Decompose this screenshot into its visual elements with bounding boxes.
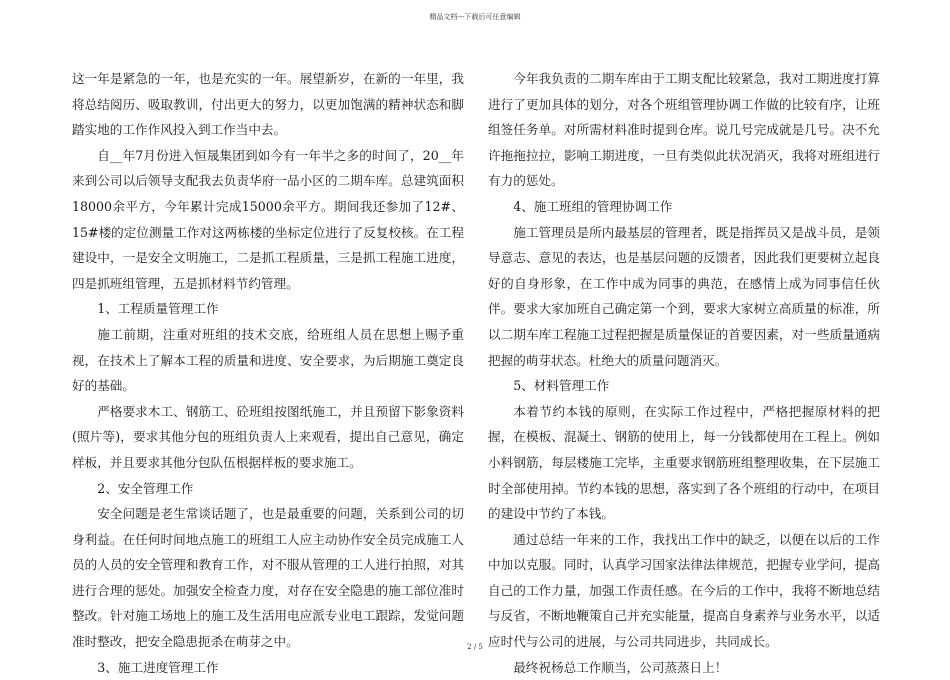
right-column-paragraph: 施工管理员是所内最基层的管理者，既是指挥员又是战斗员，是领导意志、意见的表达，也是基层问题的反馈者，因此我们更要树立起良好的自身形象，在工作中成为同事的典范，在感情上成为同事信任伙伴。要求大家加班自己确定第一个到，要求大家树立高质量的标准，所以二期车库工程施工过程把握是质量保证的首要因素，对一些质量通病把握的萌芽状态。杜绝大的质量问题消灭。	[488, 224, 880, 368]
page-number: 2 / 5	[467, 643, 483, 651]
left-column	[72, 66, 464, 680]
page-header: 精品文档---下载后可任意编辑	[429, 13, 521, 21]
left-column-paragraph: 1、工程质量管理工作	[97, 301, 219, 317]
right-column	[488, 66, 880, 680]
right-column-paragraph: 最终祝杨总工作顺当，公司蒸蒸日上！	[513, 659, 728, 675]
right-column-paragraph: 通过总结一年来的工作，我找出工作中的缺乏，以便在以后的工作中加以克服。同时，认真学习国家法律法律规范，把握专业学问，提高自己的工作力量，加强工作责任感。在今后的工作中，我将不断地总结与反省，不断地鞭策自己并充实能量，提高自身素养与业务水平，以适应时代与公司的进展，与公司共同进步，共同成长。	[488, 531, 880, 650]
left-column-paragraph: 3、施工进度管理工作	[97, 659, 219, 675]
left-column-paragraph: 施工前期，注重对班组的技术交底，给班组人员在思想上赐予重视，在技术上了解本工程的质量和进度、安全要求，为后期施工奠定良好的基础。	[72, 326, 464, 394]
left-column-paragraph: 严格要求木工、钢筋工、砼班组按图纸施工，并且预留下影象资料(照片等)，要求其他分包的班组负责人上来观看，提出自己意见，确定样板，并且要求其他分包队伍根据样板的要求施工。	[72, 403, 464, 470]
left-column-paragraph: 安全问题是老生常谈话题了，也是最重要的问题，关系到公司的切身利益。在任何时间地点施工的班组工人应主动协作安全员完成施工人员的人员的安全管理和教育工作，对不服从管理的工人进行拍照，对其进行合理的惩处。加强安全检查力度，对存在安全隐患的施工部位准时整改。针对施工场地上的施工及生活用电应派专业电工跟踪，发觉问题准时整改，把安全隐患扼杀在萌芽之中。	[72, 506, 464, 650]
left-column-paragraph: 自__年7月份进入恒晟集团到如今有一年半之多的时间了，20__年来到公司以后领导支配我去负责华府一品小区的二期车库。总建筑面积18000余平方，今年累计完成15000余平方。期间我还参加了12#、15#楼的定位测量工作对这两栋楼的坐标定位进行了反复校核。在工程建设中，一是安全文明施工，二是抓工程质量，三是抓工程施工进度，四是抓班组管理，五是抓材料节约管理。	[72, 147, 464, 291]
right-column-paragraph: 本着节约本钱的原则，在实际工作过程中，严格把握原材料的把握，在模板、混凝土、钢筋的使用上，每一分钱都使用在工程上。例如小料钢筋，每层楼施工完毕，主重要求钢筋班组整理收集，在下层施工时全部使用掉。节约本钱的思想，落实到了各个班组的行动中，在项目的建设中节约了本钱。	[488, 403, 880, 522]
left-column-paragraph: 2、安全管理工作	[97, 480, 194, 496]
right-column-paragraph: 4、施工班组的管理协调工作	[513, 198, 673, 214]
right-column-paragraph: 5、材料管理工作	[513, 378, 610, 394]
right-column-paragraph: 今年我负责的二期车库由于工期支配比较紧急，我对工期进度打算进行了更加具体的划分，对各个班组管理协调工作做的比较有序，让班组签任务单。对所需材料准时提到仓库。说几号完成就是几号。决不允许拖拖拉拉，影响工期进度，一旦有类似此状况消灭，我将对班组进行有力的惩处。	[488, 71, 880, 189]
left-column-paragraph: 这一年是紧急的一年，也是充实的一年。展望新岁，在新的一年里，我将总结阅历、吸取教训，付出更大的努力，以更加饱满的精神状态和脚踏实地的工作作风投入到工作当中去。	[72, 71, 464, 138]
